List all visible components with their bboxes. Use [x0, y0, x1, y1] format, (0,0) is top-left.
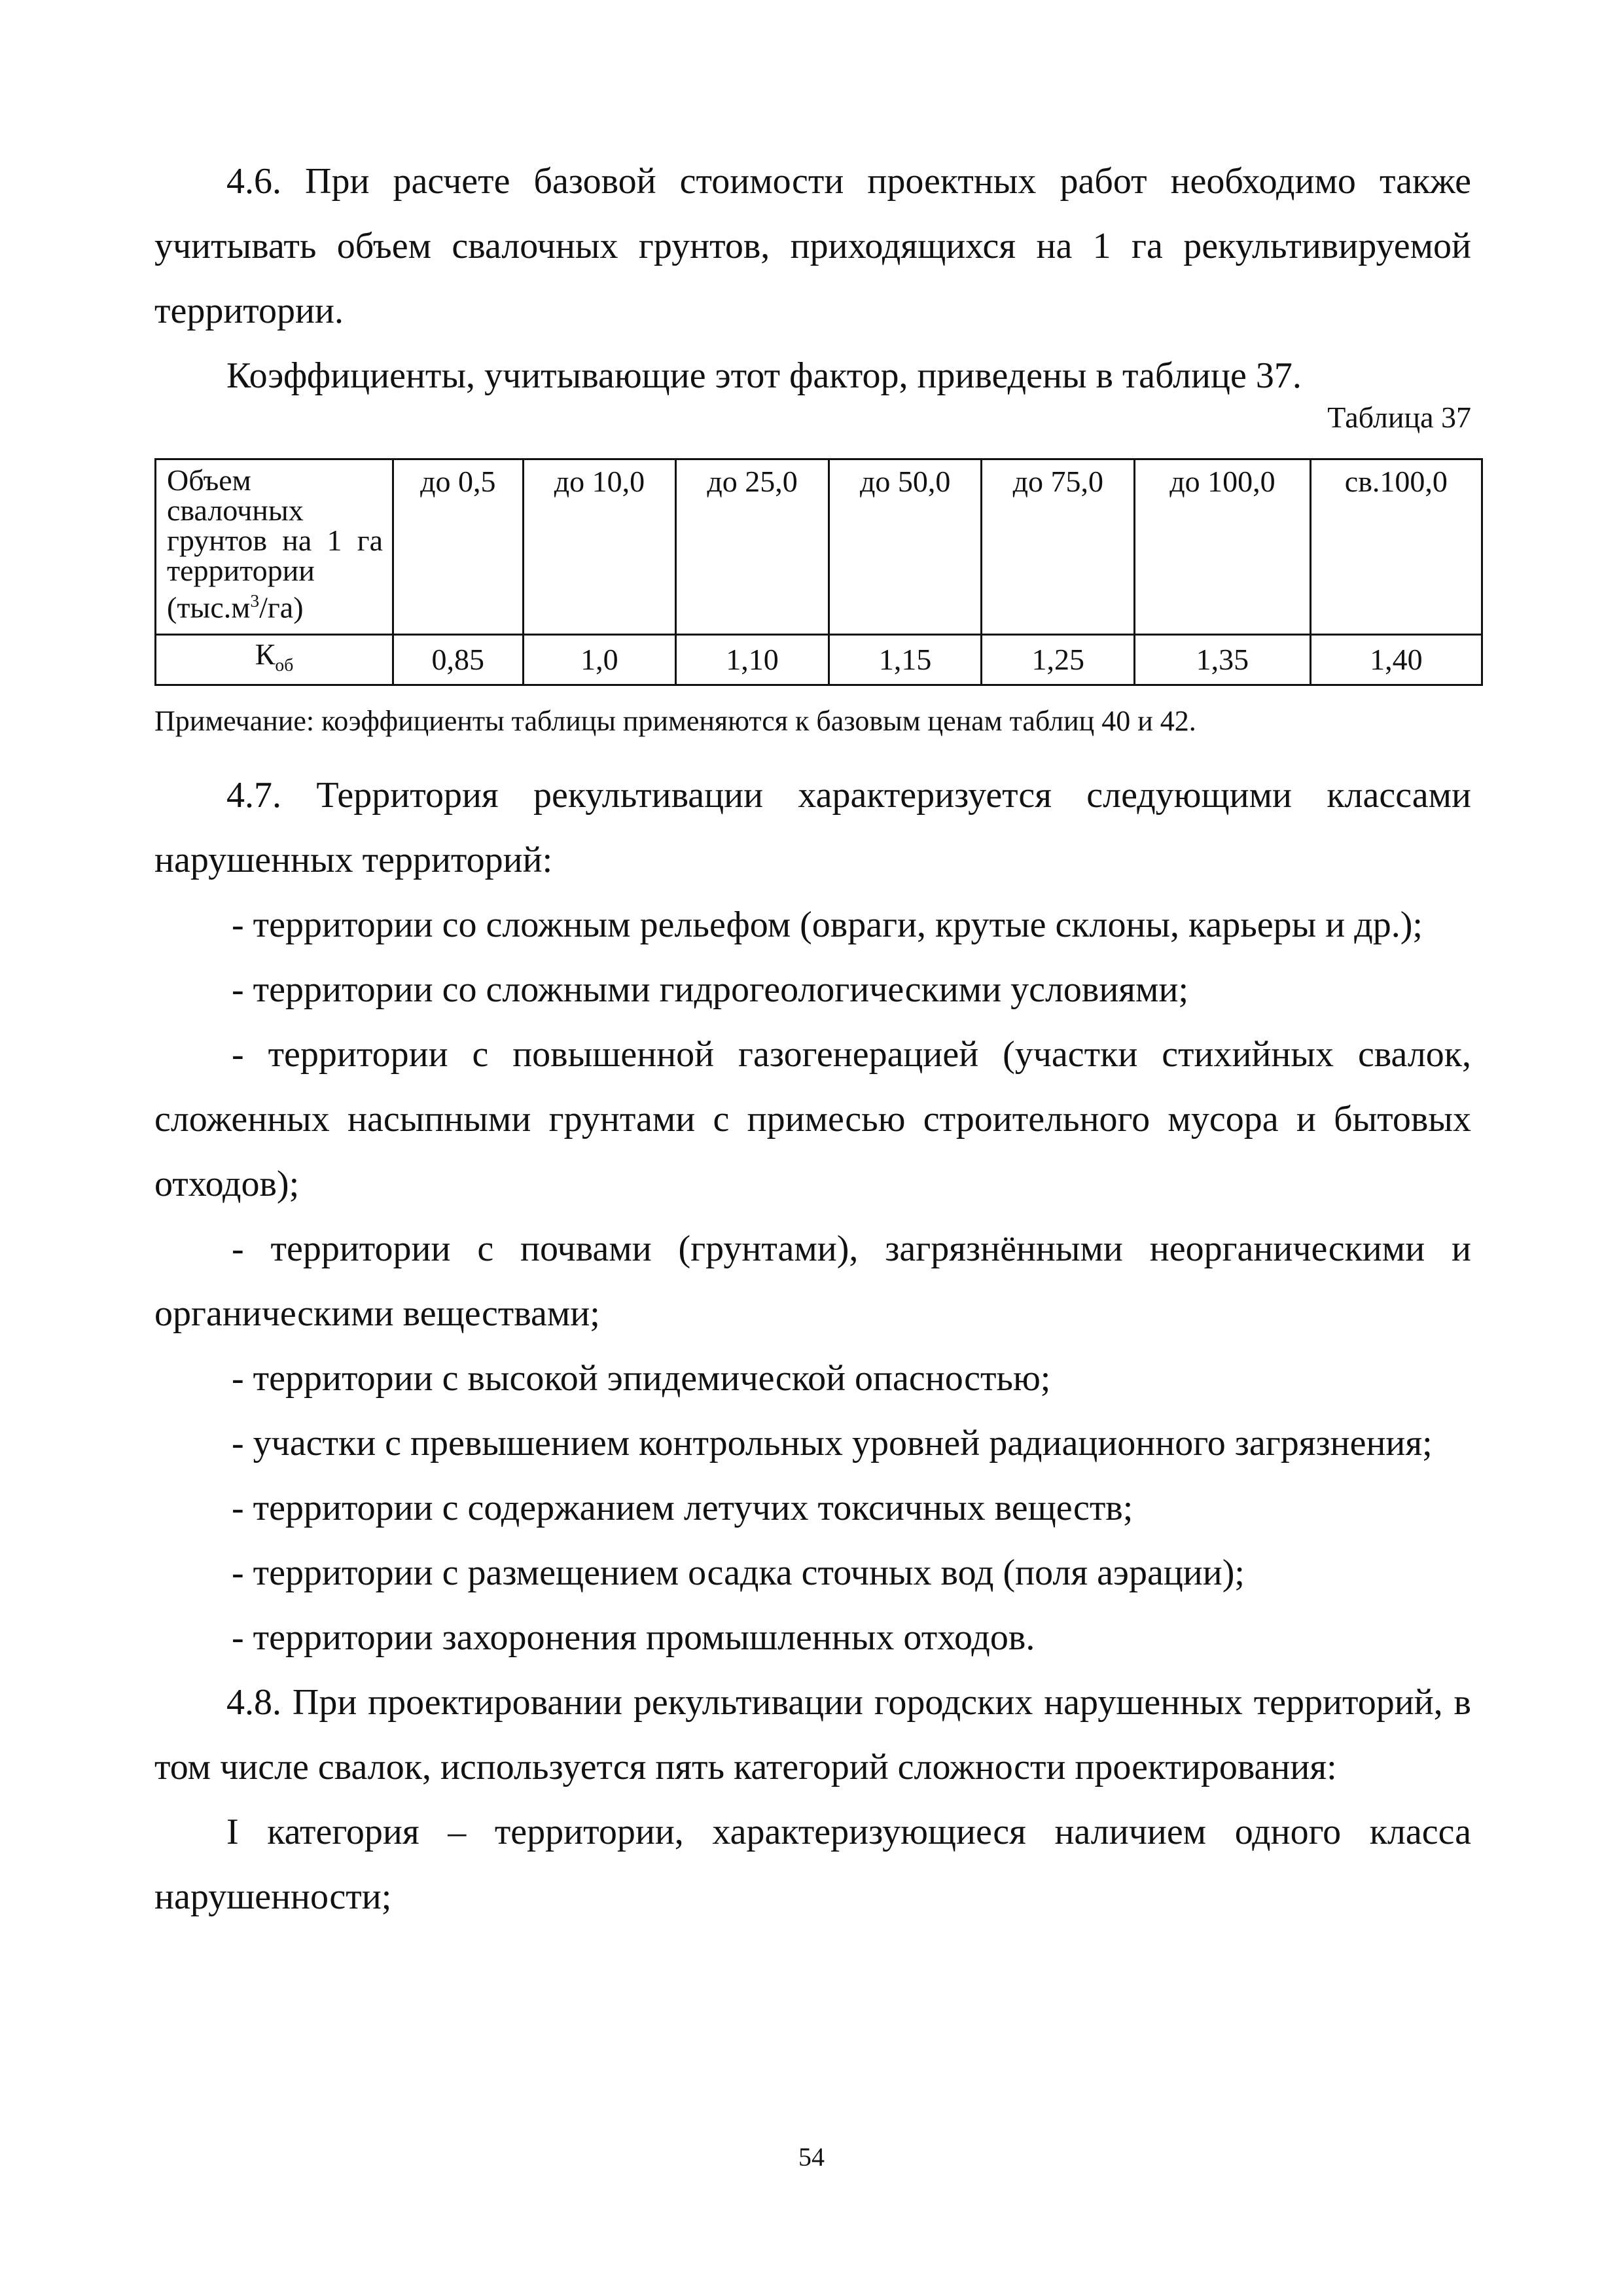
list-item: - территории с почвами (грунтами), загрязнёнными неорганическими и органическими веществами;	[154, 1229, 1471, 1334]
list-item: - территории со сложным рельефом (овраги, крутые склоны, карьеры и др.);	[232, 905, 1423, 945]
column-header: до 10,0	[523, 459, 676, 635]
coefficient-cell: 1,25	[982, 635, 1135, 685]
table-row-volume	[156, 459, 1482, 635]
column-header: св.100,0	[1310, 459, 1482, 635]
section-4-6	[154, 149, 1471, 408]
paragraph-category-1: I категория – территории, характеризующиеся наличием одного класса нарушенности;	[154, 1812, 1471, 1917]
column-header: до 25,0	[676, 459, 829, 635]
coefficient-cell: 1,35	[1135, 635, 1311, 685]
page-number: 54	[798, 2142, 825, 2172]
table-row-coefficient	[156, 635, 1482, 685]
paragraph-coefficients: Коэффициенты, учитывающие этот фактор, приведены в таблице 37.	[226, 355, 1302, 396]
paragraph-4-6: 4.6. При расчете базовой стоимости проектных работ необходимо также учитывать объем свалочных грунтов, приходящихся на 1 га рекультивируемой территории.	[154, 161, 1471, 331]
row-header-volume: Объем свалочных грунтов на 1 га территории $(тыс.м^3/га)$	[156, 459, 393, 635]
coefficient-cell: 1,40	[1310, 635, 1482, 685]
list-item: - территории со сложными гидрогеологическими условиями;	[232, 969, 1189, 1010]
section-4-7-4-8	[154, 763, 1471, 1929]
list-item: - территории с высокой эпидемической опасностью;	[232, 1358, 1051, 1399]
coefficient-cell: 1,10	[676, 635, 829, 685]
table-note: Примечание: коэффициенты таблицы применяются к базовым ценам таблиц 40 и 42.	[154, 705, 1196, 737]
paragraph-4-8: 4.8. При проектировании рекультивации городских нарушенных территорий, в том числе свалок, используется пять категорий сложности проектирования:	[154, 1682, 1471, 1787]
list-item: - участки с превышением контрольных уровней радиационного загрязнения;	[232, 1423, 1433, 1463]
table-caption: Таблица 37	[1327, 401, 1471, 434]
paragraph-4-7: 4.7. Территория рекультивации характеризуется следующими классами нарушенных территорий:	[154, 775, 1471, 880]
column-header: до 0,5	[393, 459, 524, 635]
column-header: до 100,0	[1135, 459, 1311, 635]
table-37	[154, 458, 1483, 686]
list-item: - территории с повышенной газогенерацией (участки стихийных свалок, сложенных насыпными грунтами с примесью строительного мусора и бытовых отходов);	[154, 1034, 1471, 1204]
coefficient-cell: 0,85	[393, 635, 524, 685]
row-header-coefficient: $К_{об}$	[156, 635, 393, 685]
list-item: - территории с размещением осадка сточных вод (поля аэрации);	[232, 1552, 1245, 1593]
coefficient-cell: 1,15	[829, 635, 982, 685]
coefficient-cell: 1,0	[523, 635, 676, 685]
column-header: до 75,0	[982, 459, 1135, 635]
list-item: - территории с содержанием летучих токсичных веществ;	[232, 1488, 1133, 1528]
list-item: - территории захоронения промышленных отходов.	[232, 1617, 1035, 1658]
column-header: до 50,0	[829, 459, 982, 635]
